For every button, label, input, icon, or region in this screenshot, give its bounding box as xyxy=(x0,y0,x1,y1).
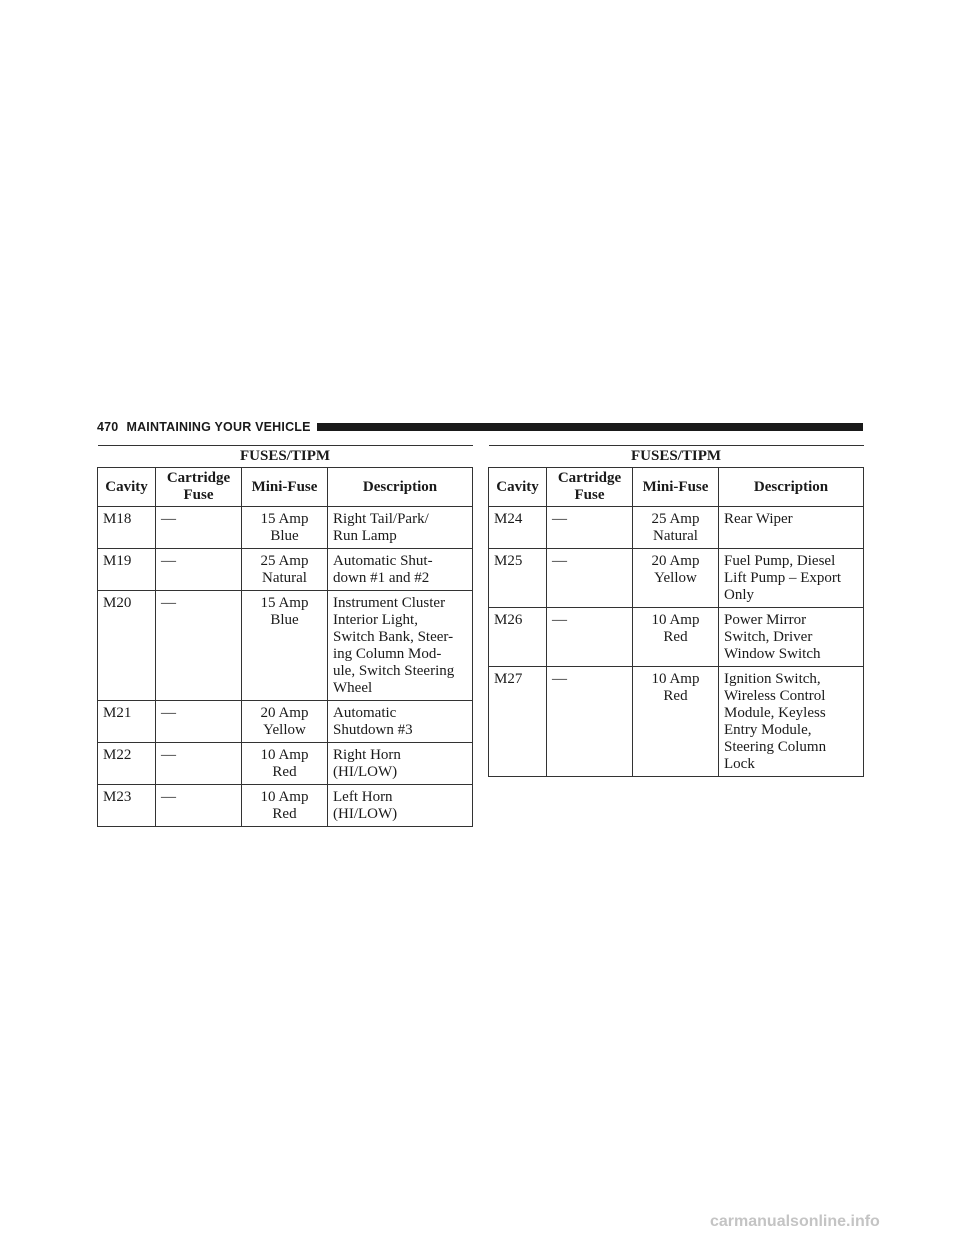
mini-fuse-line: 25 Amp xyxy=(260,553,309,569)
table-row xyxy=(98,743,473,785)
cell-description xyxy=(719,608,864,667)
table-row xyxy=(98,549,473,591)
table-row xyxy=(98,701,473,743)
cell-cavity: M23 xyxy=(98,785,156,827)
mini-fuse-line: Blue xyxy=(270,528,299,544)
cell-cavity: M25 xyxy=(489,549,547,608)
mini-fuse-line: Red xyxy=(272,764,297,780)
mini-fuse-line: Natural xyxy=(653,528,698,544)
mini-fuse-line: Red xyxy=(663,629,688,645)
col-header-cavity: Cavity xyxy=(98,468,156,507)
mini-fuse-line: Natural xyxy=(262,570,307,586)
description-line: Automatic Shut- xyxy=(333,553,433,569)
mini-fuse-line: Red xyxy=(663,688,688,704)
cell-cartridge-fuse: — xyxy=(156,591,242,701)
cell-description xyxy=(328,701,473,743)
description-line: ule, Switch Steering xyxy=(333,663,455,679)
description-line: Module, Keyless xyxy=(724,705,826,721)
cell-cavity: M19 xyxy=(98,549,156,591)
mini-fuse-line: 10 Amp xyxy=(260,747,309,763)
cell-cartridge-fuse: — xyxy=(547,507,633,549)
cell-mini-fuse xyxy=(633,667,719,777)
description-line: down #1 and #2 xyxy=(333,570,430,586)
mini-fuse-line: Red xyxy=(272,806,297,822)
description-line: Left Horn xyxy=(333,789,393,805)
cell-cavity: M20 xyxy=(98,591,156,701)
cell-cartridge-fuse: — xyxy=(547,549,633,608)
cell-mini-fuse xyxy=(242,785,328,827)
table-row xyxy=(98,507,473,549)
mini-fuse-line: 10 Amp xyxy=(651,671,700,687)
cell-description xyxy=(328,549,473,591)
cell-mini-fuse xyxy=(633,507,719,549)
description-line: Only xyxy=(724,587,754,603)
cell-mini-fuse xyxy=(242,549,328,591)
description-line: Lift Pump – Export xyxy=(724,570,842,586)
mini-fuse-line: 20 Amp xyxy=(651,553,700,569)
cell-cartridge-fuse: — xyxy=(156,507,242,549)
cell-description xyxy=(328,591,473,701)
description-line: Rear Wiper xyxy=(724,511,793,527)
table-row xyxy=(489,549,864,608)
cell-description xyxy=(719,549,864,608)
description-line: Entry Module, xyxy=(724,722,812,738)
description-line: (HI/LOW) xyxy=(333,764,398,780)
col-header-cavity: Cavity xyxy=(489,468,547,507)
col-header-description: Description xyxy=(328,468,473,507)
col-header-cartridge-fuse: Cartridge Fuse xyxy=(547,468,633,507)
table-row xyxy=(489,507,864,549)
description-line: Lock xyxy=(724,756,755,772)
description-line: Switch Bank, Steer- xyxy=(333,629,454,645)
cell-mini-fuse xyxy=(242,701,328,743)
cell-mini-fuse xyxy=(633,549,719,608)
description-line: (HI/LOW) xyxy=(333,806,398,822)
page-number: 470 xyxy=(97,420,119,434)
mini-fuse-line: 15 Amp xyxy=(260,511,309,527)
mini-fuse-line: 20 Amp xyxy=(260,705,309,721)
mini-fuse-line: 15 Amp xyxy=(260,595,309,611)
description-line: ing Column Mod- xyxy=(333,646,442,662)
cell-mini-fuse xyxy=(242,507,328,549)
cell-description xyxy=(328,785,473,827)
col-header-mini-fuse: Mini-Fuse xyxy=(633,468,719,507)
cell-mini-fuse xyxy=(242,743,328,785)
col-header-cartridge-fuse: Cartridge Fuse xyxy=(156,468,242,507)
cell-description xyxy=(719,507,864,549)
description-line: Wheel xyxy=(333,680,373,696)
cell-mini-fuse xyxy=(242,591,328,701)
table-row xyxy=(489,608,864,667)
section-title: MAINTAINING YOUR VEHICLE xyxy=(126,420,311,434)
description-line: Switch, Driver xyxy=(724,629,813,645)
table-title: FUSES/TIPM xyxy=(98,446,473,468)
mini-fuse-line: Yellow xyxy=(654,570,697,586)
cell-mini-fuse xyxy=(633,608,719,667)
page-header xyxy=(97,418,863,436)
cell-description xyxy=(719,667,864,777)
cell-cavity: M21 xyxy=(98,701,156,743)
description-line: Window Switch xyxy=(724,646,821,662)
cell-cartridge-fuse: — xyxy=(156,549,242,591)
cell-cavity: M22 xyxy=(98,743,156,785)
table-row xyxy=(98,785,473,827)
mini-fuse-line: Yellow xyxy=(263,722,306,738)
cell-cartridge-fuse: — xyxy=(156,743,242,785)
description-line: Instrument Cluster xyxy=(333,595,446,611)
cell-description xyxy=(328,507,473,549)
cell-cavity: M18 xyxy=(98,507,156,549)
col-header-mini-fuse: Mini-Fuse xyxy=(242,468,328,507)
cell-description xyxy=(328,743,473,785)
table-row xyxy=(98,591,473,701)
description-line: Shutdown #3 xyxy=(333,722,413,738)
fuses-table-right xyxy=(488,445,864,777)
header-rule xyxy=(317,423,863,431)
col-header-description: Description xyxy=(719,468,864,507)
watermark: carmanualsonline.info xyxy=(710,1213,880,1230)
cell-cavity: M24 xyxy=(489,507,547,549)
table-title: FUSES/TIPM xyxy=(489,446,864,468)
description-line: Interior Light, xyxy=(333,612,418,628)
table-row xyxy=(489,667,864,777)
description-line: Right Horn xyxy=(333,747,401,763)
mini-fuse-line: 25 Amp xyxy=(651,511,700,527)
mini-fuse-line: 10 Amp xyxy=(260,789,309,805)
cell-cavity: M27 xyxy=(489,667,547,777)
description-line: Wireless Control xyxy=(724,688,826,704)
cell-cartridge-fuse: — xyxy=(547,667,633,777)
cell-cavity: M26 xyxy=(489,608,547,667)
mini-fuse-line: 10 Amp xyxy=(651,612,700,628)
fuses-table-left xyxy=(97,445,473,827)
description-line: Fuel Pump, Diesel xyxy=(724,553,836,569)
description-line: Power Mirror xyxy=(724,612,807,628)
cell-cartridge-fuse: — xyxy=(156,701,242,743)
description-line: Automatic xyxy=(333,705,397,721)
cell-cartridge-fuse: — xyxy=(547,608,633,667)
mini-fuse-line: Blue xyxy=(270,612,299,628)
description-line: Steering Column xyxy=(724,739,827,755)
cell-cartridge-fuse: — xyxy=(156,785,242,827)
description-line: Ignition Switch, xyxy=(724,671,821,687)
description-line: Right Tail/Park/ xyxy=(333,511,429,527)
description-line: Run Lamp xyxy=(333,528,397,544)
